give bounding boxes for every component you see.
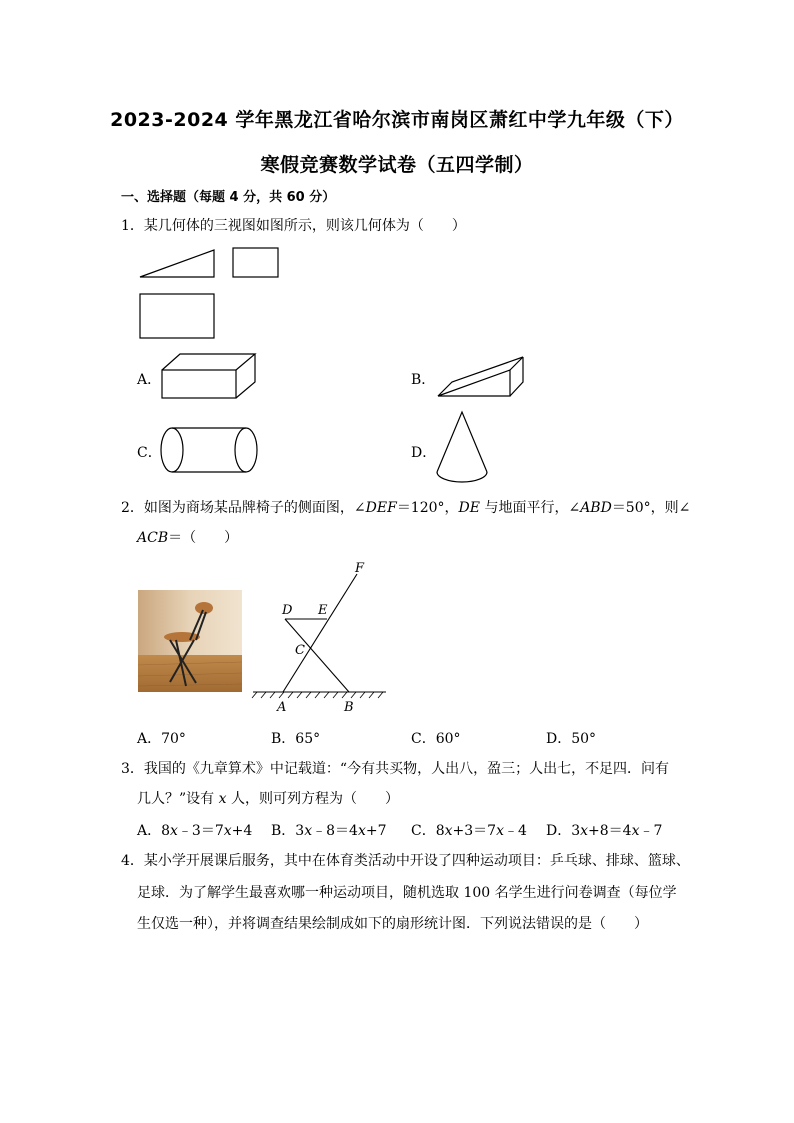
question-4-text-line1: 4．某小学开展课后服务，其中在体育类活动中开设了四种运动项目：乒乓球、排球、篮球、	[121, 853, 690, 869]
label-a: A	[277, 700, 287, 715]
question-1-text: 1．某几何体的三视图如图所示，则该几何体为（ ）	[121, 218, 466, 234]
question-2-text-line1: 2．如图为商场某品牌椅子的侧面图，∠DEF＝120°，DE 与地面平行，∠ABD＝50°，则∠	[121, 500, 691, 516]
question-4-text-line3: 生仅选一种），并将调查结果绘制成如下的扇形统计图．下列说法错误的是（ ）	[137, 916, 648, 932]
question-4-text-line2: 足球．为了解学生最喜欢哪一种运动项目，随机选取 100 名学生进行问卷调查（每位学	[137, 885, 677, 901]
question-3-text-line1: 3．我国的《九章算术》中记载道：“今有共买物，人出八，盈三；人出七，不足四．问有	[121, 761, 670, 777]
q3-option-b[interactable]: B．3x﹣8＝4x+7	[271, 823, 387, 839]
q3-option-c[interactable]: C．8x+3＝7x﹣4	[411, 823, 527, 839]
label-e: E	[318, 603, 328, 618]
page-title-line1: 2023-2024 学年黑龙江省哈尔滨市南岗区萧红中学九年级（下）	[110, 109, 684, 131]
segment-af	[283, 574, 357, 692]
page-title-line2: 寒假竞赛数学试卷（五四学制）	[260, 154, 534, 176]
q2-option-c[interactable]: C．60°	[411, 731, 461, 747]
q1-option-c-label[interactable]: C．	[137, 445, 162, 461]
q2-option-d[interactable]: D．50°	[546, 731, 597, 747]
question-3-text-line2: 几人？”设有 x 人，则可列方程为（ ）	[137, 791, 399, 807]
label-b: B	[344, 700, 354, 715]
label-f: F	[355, 561, 365, 576]
label-d: D	[282, 603, 293, 618]
q3-option-d[interactable]: D．3x+8＝4x﹣7	[546, 823, 663, 839]
q2-option-a[interactable]: A．70°	[137, 731, 186, 747]
q1-option-a-label[interactable]: A．	[137, 372, 162, 388]
q1-option-b-label[interactable]: B．	[411, 372, 436, 388]
question-2-text-line2: ACB＝（ ）	[137, 530, 239, 546]
q1-option-d-label[interactable]: D．	[411, 445, 437, 461]
label-c: C	[295, 643, 305, 658]
ground-hatching	[252, 692, 383, 698]
section-heading: 一、选择题（每题 4 分，共 60 分）	[121, 190, 336, 205]
q2-option-b[interactable]: B．65°	[271, 731, 321, 747]
q3-option-a[interactable]: A．8x﹣3＝7x+4	[137, 823, 253, 839]
